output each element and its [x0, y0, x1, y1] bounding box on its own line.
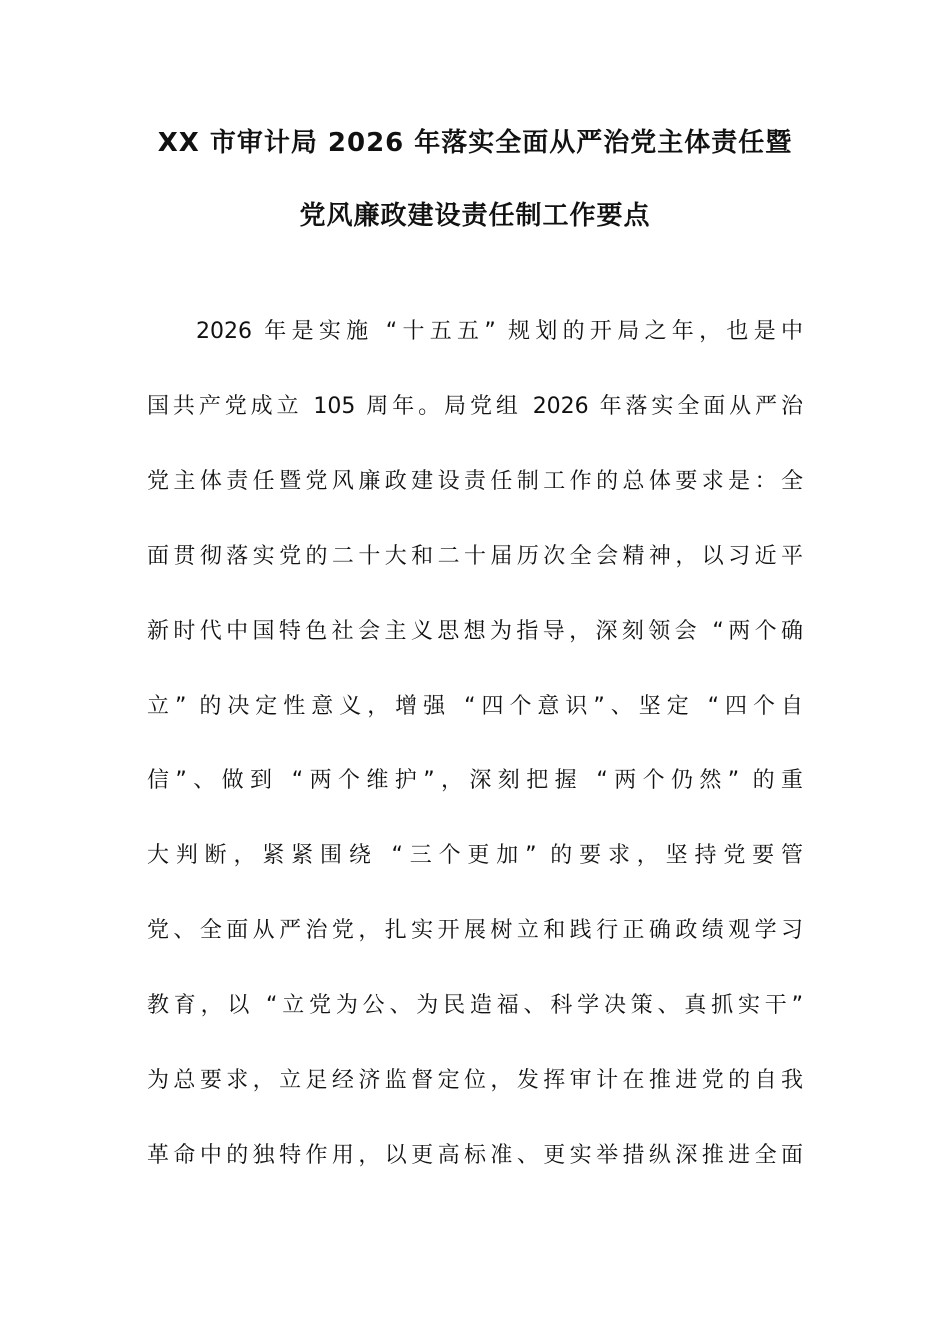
- paragraph-line: 新时代中国特色社会主义思想为指导，深刻领会 “两个确: [147, 618, 803, 644]
- paragraph-line: 信”、做到 “两个维护”，深刻把握 “两个仍然” 的重: [147, 768, 803, 794]
- paragraph-line: 教育，以 “立党为公、为民造福、科学决策、真抓实干”: [147, 993, 803, 1019]
- paragraph-line: 2026 年是实施 “十五五” 规划的开局之年，也是中: [196, 319, 803, 344]
- document-title-line-2: 党风廉政建设责任制工作要点: [299, 201, 651, 231]
- paragraph-line: 国共产党成立 105 周年。局党组 2026 年落实全面从严治: [147, 393, 803, 419]
- paragraph-line: 立” 的决定性意义，增强 “四个意识”、坚定 “四个自: [147, 693, 803, 719]
- paragraph-line: 党、全面从严治党，扎实开展树立和践行正确政绩观学习: [147, 918, 803, 944]
- paragraph-line: 面贯彻落实党的二十大和二十届历次全会精神，以习近平: [147, 543, 803, 569]
- paragraph-line: 革命中的独特作用，以更高标准、更实举措纵深推进全面: [147, 1142, 803, 1168]
- paragraph-line: 大判断，紧紧围绕 “三个更加” 的要求，坚持党要管: [147, 843, 803, 869]
- paragraph-line: 为总要求，立足经济监督定位，发挥审计在推进党的自我: [147, 1068, 803, 1093]
- paragraph-line: 党主体责任暨党风廉政建设责任制工作的总体要求是：全: [147, 468, 803, 494]
- document-title-line-1: XX 市审计局 2026 年落实全面从严治党主体责任暨: [157, 128, 793, 158]
